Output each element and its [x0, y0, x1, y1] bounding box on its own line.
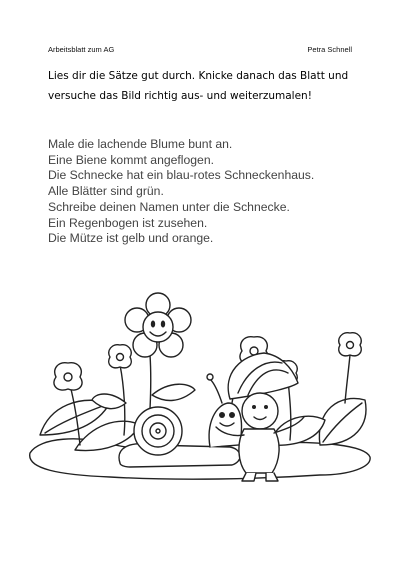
task-sentence: Die Mütze ist gelb und orange. — [48, 231, 214, 246]
instruction-line-2: versuche das Bild richtig aus- und weiterzumalen! — [48, 90, 312, 102]
instruction-line-1: Lies dir die Sätze gut durch. Knicke danach das Blatt und — [48, 70, 349, 82]
task-sentence: Male die lachende Blume bunt an. — [48, 137, 233, 151]
author-name: Petra Schnell — [307, 45, 352, 54]
coloring-picture — [20, 285, 380, 495]
worksheet-header — [48, 45, 352, 59]
instructions — [48, 66, 358, 106]
task-sentence-list — [48, 137, 368, 247]
smiling-flower — [125, 293, 191, 357]
task-sentence: Schreibe deinen Namen unter die Schnecke. — [48, 199, 290, 214]
task-sentence: Ein Regenbogen ist zusehen. — [48, 215, 208, 230]
flower-left — [54, 363, 82, 390]
flower-far-right — [339, 333, 362, 356]
task-sentence: Die Schnecke hat ein blau-rotes Schneckenhaus. — [48, 168, 315, 183]
worksheet-title: Arbeitsblatt zum AG — [48, 45, 115, 54]
task-sentence: Eine Biene kommt angeflogen. — [48, 152, 214, 167]
flower-left-2 — [109, 345, 132, 368]
leaf-icon — [152, 384, 195, 400]
task-sentence: Alle Blätter sind grün. — [48, 184, 164, 199]
